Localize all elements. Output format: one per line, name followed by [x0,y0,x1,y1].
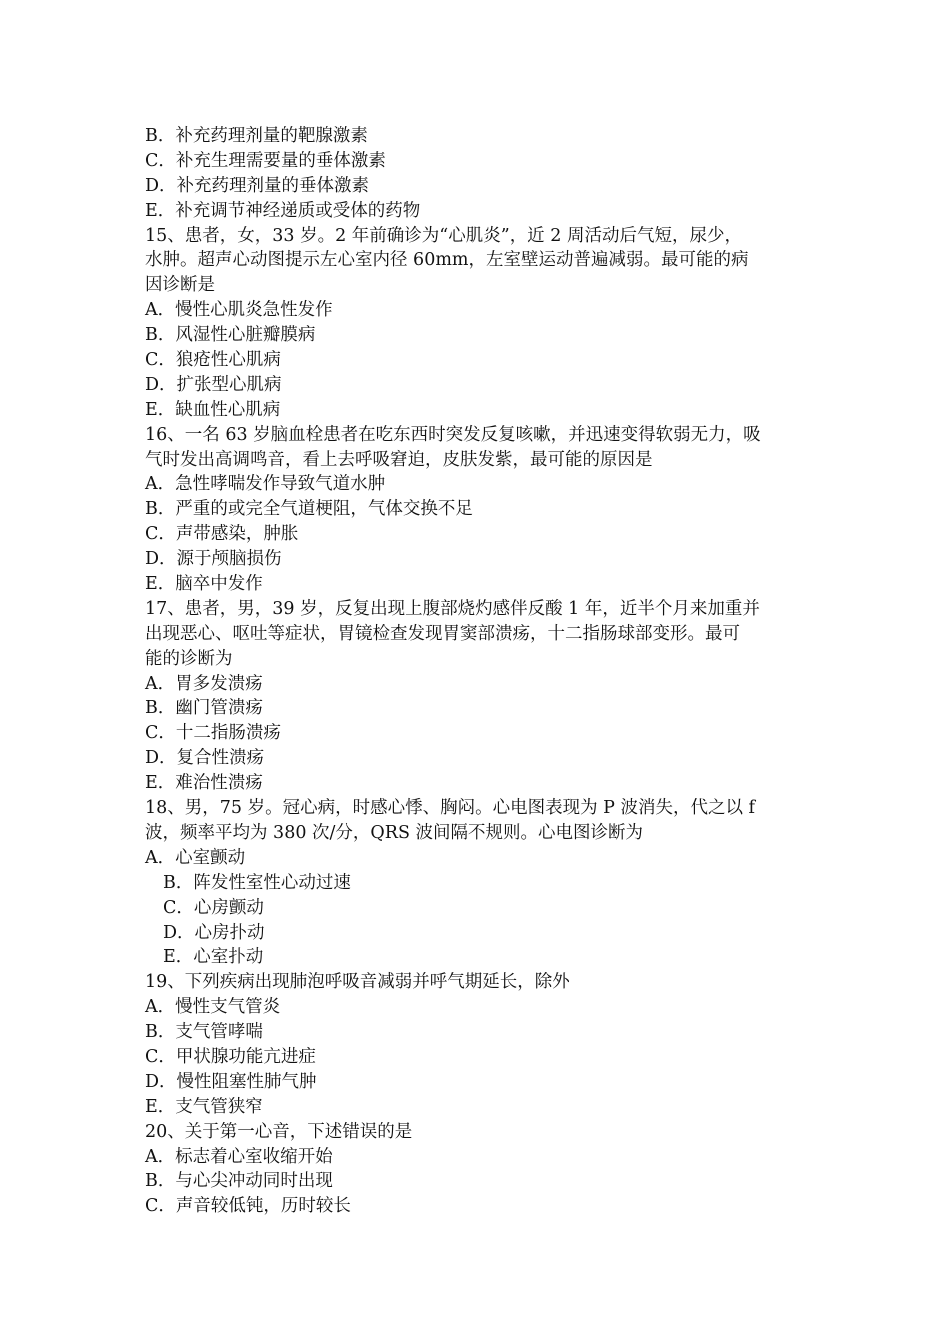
question-stem-line: 水肿。超声心动图提示左心室内径 60mm，左室壁运动普遍减弱。最可能的病 [145,250,749,271]
option-line-indented: C．心房颤动 [163,897,264,918]
question-stem-line: 能的诊断为 [145,648,233,669]
question-19 [145,970,815,1119]
option-line: B．严重的或完全气道梗阻，气体交换不足 [145,499,473,520]
option-line: A．急性哮喘发作导致气道水肿 [145,474,386,495]
option-line: C．声带感染，肿胀 [145,524,299,545]
option-line: E．补充调节神经递质或受体的药物 [145,200,421,221]
question-stem-line: 出现恶心、呕吐等症状，胃镜检查发现胃窦部溃疡，十二指肠球部变形。最可 [145,623,740,644]
option-line: A．慢性支气管炎 [145,997,281,1018]
option-line: A．胃多发溃疡 [145,673,263,694]
question-stem-line: 17、患者，男，39 岁，反复出现上腹部烧灼感伴反酸 1 年，近半个月来加重并 [145,598,760,619]
question-stem-line: 18、男，75 岁。冠心病，时感心悸、胸闷。心电图表现为 P 波消失，代之以 f [145,798,756,819]
option-line: A．标志着心室收缩开始 [145,1146,333,1167]
question-15 [145,224,815,423]
option-line: C．甲状腺功能亢进症 [145,1046,316,1067]
option-line: D．扩张型心肌病 [145,374,282,395]
option-line-indented: D．心房扑动 [163,922,265,943]
option-line-indented: B．阵发性室性心动过速 [163,872,351,893]
option-line: D．慢性阻塞性肺气肿 [145,1071,317,1092]
option-line: E．支气管狭窄 [145,1096,263,1117]
option-line: B．幽门管溃疡 [145,698,263,719]
option-line: D．复合性溃疡 [145,748,265,769]
question-stem-line: 19、下列疾病出现肺泡呼吸音减弱并呼气期延长，除外 [145,972,570,993]
question-17 [145,597,815,796]
question-stem-line: 因诊断是 [145,275,215,296]
question-stem-line: 波，频率平均为 380 次/分，QRS 波间隔不规则。心电图诊断为 [145,822,643,843]
option-line: E．脑卒中发作 [145,574,263,595]
document-page [145,124,815,1219]
question-stem-line: 15、患者，女，33 岁。2 年前确诊为“心肌炎”，近 2 周活动后气短，尿少， [145,225,742,246]
question-stem-line: 16、一名 63 岁脑血栓患者在吃东西时突发反复咳嗽，并迅速变得软弱无力，吸 [145,424,761,445]
option-line: B．支气管哮喘 [145,1022,263,1043]
option-line: C．十二指肠溃疡 [145,723,281,744]
option-line: C．狼疮性心肌病 [145,350,281,371]
option-line: E．缺血性心肌病 [145,399,281,420]
option-line: B．与心尖冲动同时出现 [145,1171,333,1192]
option-line-indented: E．心室扑动 [163,947,264,968]
option-line: B．风湿性心脏瓣膜病 [145,325,316,346]
option-line: B．补充药理剂量的靶腺激素 [145,126,368,146]
option-line: C．补充生理需要量的垂体激素 [145,150,386,171]
question-18 [145,796,815,970]
option-line: A．心室颤动 [145,847,246,868]
question-stem-line: 气时发出高调鸣音，看上去呼吸窘迫，皮肤发紫，最可能的原因是 [145,449,653,470]
option-line: E．难治性溃疡 [145,773,263,794]
option-line: D．补充药理剂量的垂体激素 [145,175,370,196]
option-line: C．声音较低钝，历时较长 [145,1196,351,1217]
question-stem-line: 20、关于第一心音，下述错误的是 [145,1121,413,1142]
option-line: D．源于颅脑损伤 [145,549,282,570]
continued-options [145,124,815,224]
question-20 [145,1120,815,1220]
option-line: A．慢性心肌炎急性发作 [145,300,333,321]
question-16 [145,423,815,597]
